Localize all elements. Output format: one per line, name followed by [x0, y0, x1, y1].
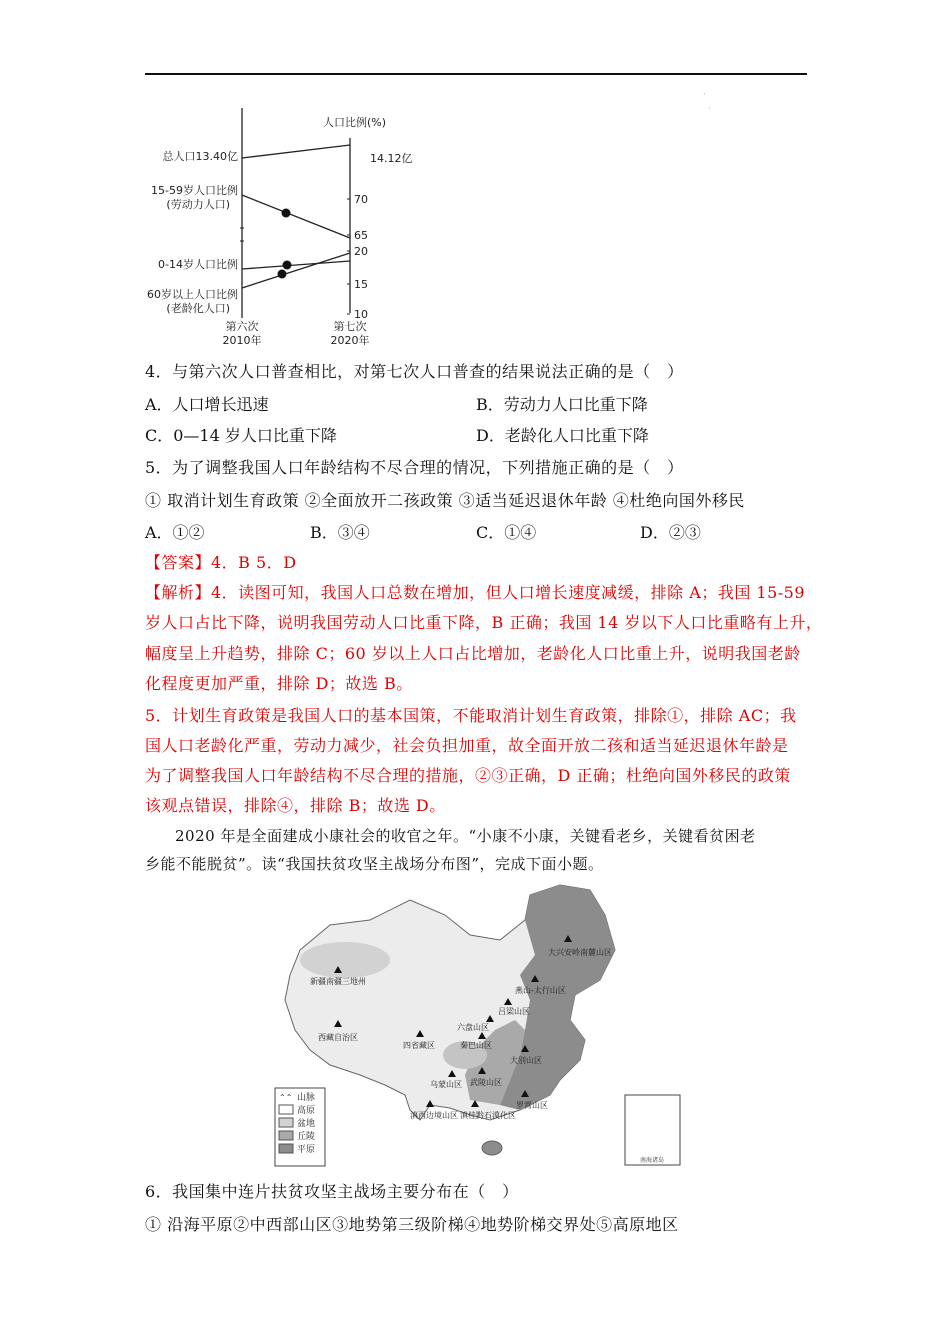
series-label-labor-sub: (劳动力人口) [166, 198, 230, 211]
map-basin [300, 942, 390, 978]
q4-option-d[interactable]: D．老龄化人口比重下降 [476, 426, 649, 445]
q5-option-d[interactable]: D．②③ [640, 523, 701, 542]
region-label: 秦巴山区 [460, 1041, 492, 1050]
legend-label: 平原 [297, 1145, 316, 1155]
scan-dot: · [703, 90, 706, 99]
region-label: 西藏自治区 [318, 1033, 358, 1042]
q5-option-a[interactable]: A．①② [145, 523, 205, 542]
region-label: 大兴安岭南麓山区 [548, 948, 612, 957]
analysis-line: 该观点错误，排除④，排除 B；故选 D。 [145, 796, 446, 815]
answer: 【答案】4．B 5．D [145, 553, 297, 572]
y-axis-label: 人口比例(%) [323, 116, 387, 129]
analysis-line: 5．计划生育政策是我国人口的基本国策，不能取消计划生育政策，排除①，排除 AC；我 [145, 706, 797, 725]
region-label: 六盘山区 [457, 1023, 489, 1032]
elderly-point [278, 270, 287, 279]
q5-option-b[interactable]: B．③④ [310, 523, 370, 542]
q6-stem: 6．我国集中连片扶贫攻坚主战场主要分布在（ ） [145, 1182, 519, 1201]
x-label: 第六次 [225, 320, 259, 333]
top-rule [145, 73, 807, 75]
total-end-label: 14.12亿 [370, 152, 413, 165]
analysis-line: 为了调整我国人口年龄结构不尽合理的措施，②③正确，D 正确；杜绝向国外移民的政策 [145, 766, 791, 785]
x-label: 2010年 [222, 334, 262, 347]
q6-items: ① 沿海平原②中西部山区③地势第三级阶梯④地势阶梯交界处⑤高原地区 [145, 1215, 679, 1234]
series-label-elderly-sub: (老龄化人口) [166, 302, 230, 315]
series-label-labor: 15-59岁人口比例 [151, 184, 238, 197]
labor-point [282, 209, 291, 218]
map-inset [625, 1095, 680, 1165]
region-label: 四省藏区 [403, 1041, 435, 1050]
region-label: 滇桂黔石漠化区 [460, 1111, 516, 1120]
tick-label: 65 [354, 229, 368, 242]
population-chart [140, 108, 420, 348]
region-label: 吕梁山区 [498, 1007, 530, 1016]
young-point [283, 261, 292, 270]
series-label-young: 0-14岁人口比例 [158, 258, 238, 271]
tick-label: 10 [354, 308, 368, 321]
q5-items: ① 取消计划生育政策 ②全面放开二孩政策 ③适当延迟退休年龄 ④杜绝向国外移民 [145, 491, 745, 510]
region-label: 滇西边境山区 [410, 1111, 458, 1120]
series-label-total: 总人口13.40亿 [162, 150, 238, 163]
series-line-total [242, 145, 350, 158]
region-label: 罗霄山区 [516, 1101, 548, 1110]
q5-option-c[interactable]: C．①④ [476, 523, 537, 542]
q4-option-a[interactable]: A．人口增长迅速 [145, 395, 269, 414]
series-label-elderly: 60岁以上人口比例 [147, 288, 238, 301]
x-label: 2020年 [330, 334, 370, 347]
region-label: 新疆南疆三地州 [310, 977, 366, 986]
legend-label: 山脉 [297, 1093, 316, 1103]
analysis-line: 岁人口占比下降，说明我国劳动人口比重下降，B 正确；我国 14 岁以下人口比重略有上升， [145, 613, 823, 632]
series-line-elderly [242, 253, 350, 288]
map-legend [275, 1088, 325, 1166]
region-label: 燕山-太行山区 [515, 986, 566, 995]
inset-label: 南海诸岛 [640, 1157, 665, 1164]
series-line-young [242, 261, 350, 269]
tick-label: 20 [354, 245, 368, 258]
legend-label: 高原 [297, 1106, 316, 1116]
q4-option-c[interactable]: C．0—14 岁人口比重下降 [145, 426, 337, 445]
analysis-line: 化程度更加严重，排除 D；故选 B。 [145, 674, 413, 693]
passage-line: 乡能不能脱贫”。读“我国扶贫攻坚主战场分布图”，完成下面小题。 [145, 855, 604, 873]
tick-label: 15 [354, 278, 368, 291]
analysis-line: 国人口老龄化严重，劳动力减少，社会负担加重，故全面开放二孩和适当延迟退休年龄是 [145, 736, 789, 755]
analysis-line: 【解析】4．读图可知，我国人口总数在增加，但人口增长速度减缓，排除 A；我国 15-59 [145, 583, 806, 602]
legend-label: 盆地 [297, 1119, 316, 1129]
analysis-line: 幅度呈上升趋势，排除 C；60 岁以上人口占比增加，老龄化人口比重上升，说明我国老龄 [145, 644, 801, 663]
q4-option-b[interactable]: B．劳动力人口比重下降 [476, 395, 648, 414]
series-line-labor [242, 195, 350, 238]
q5-stem: 5．为了调整我国人口年龄结构不尽合理的情况，下列措施正确的是（ ） [145, 458, 684, 477]
passage-line: 2020 年是全面建成小康社会的收官之年。“小康不小康，关键看老乡，关键看贫困老 [175, 827, 756, 845]
scan-dot: · [708, 104, 711, 113]
x-label: 第七次 [333, 320, 367, 333]
region-label: 武陵山区 [470, 1078, 502, 1087]
region-label: 大别山区 [510, 1056, 542, 1065]
map-hainan [482, 1141, 502, 1155]
legend-label: 丘陵 [297, 1132, 316, 1142]
region-label: 乌蒙山区 [430, 1080, 462, 1089]
china-poverty-map [270, 880, 690, 1170]
tick-label: 70 [354, 193, 368, 206]
q4-stem: 4．与第六次人口普查相比，对第七次人口普查的结果说法正确的是（ ） [145, 362, 684, 381]
svg-text:⌃⌃: ⌃⌃ [279, 1093, 293, 1102]
